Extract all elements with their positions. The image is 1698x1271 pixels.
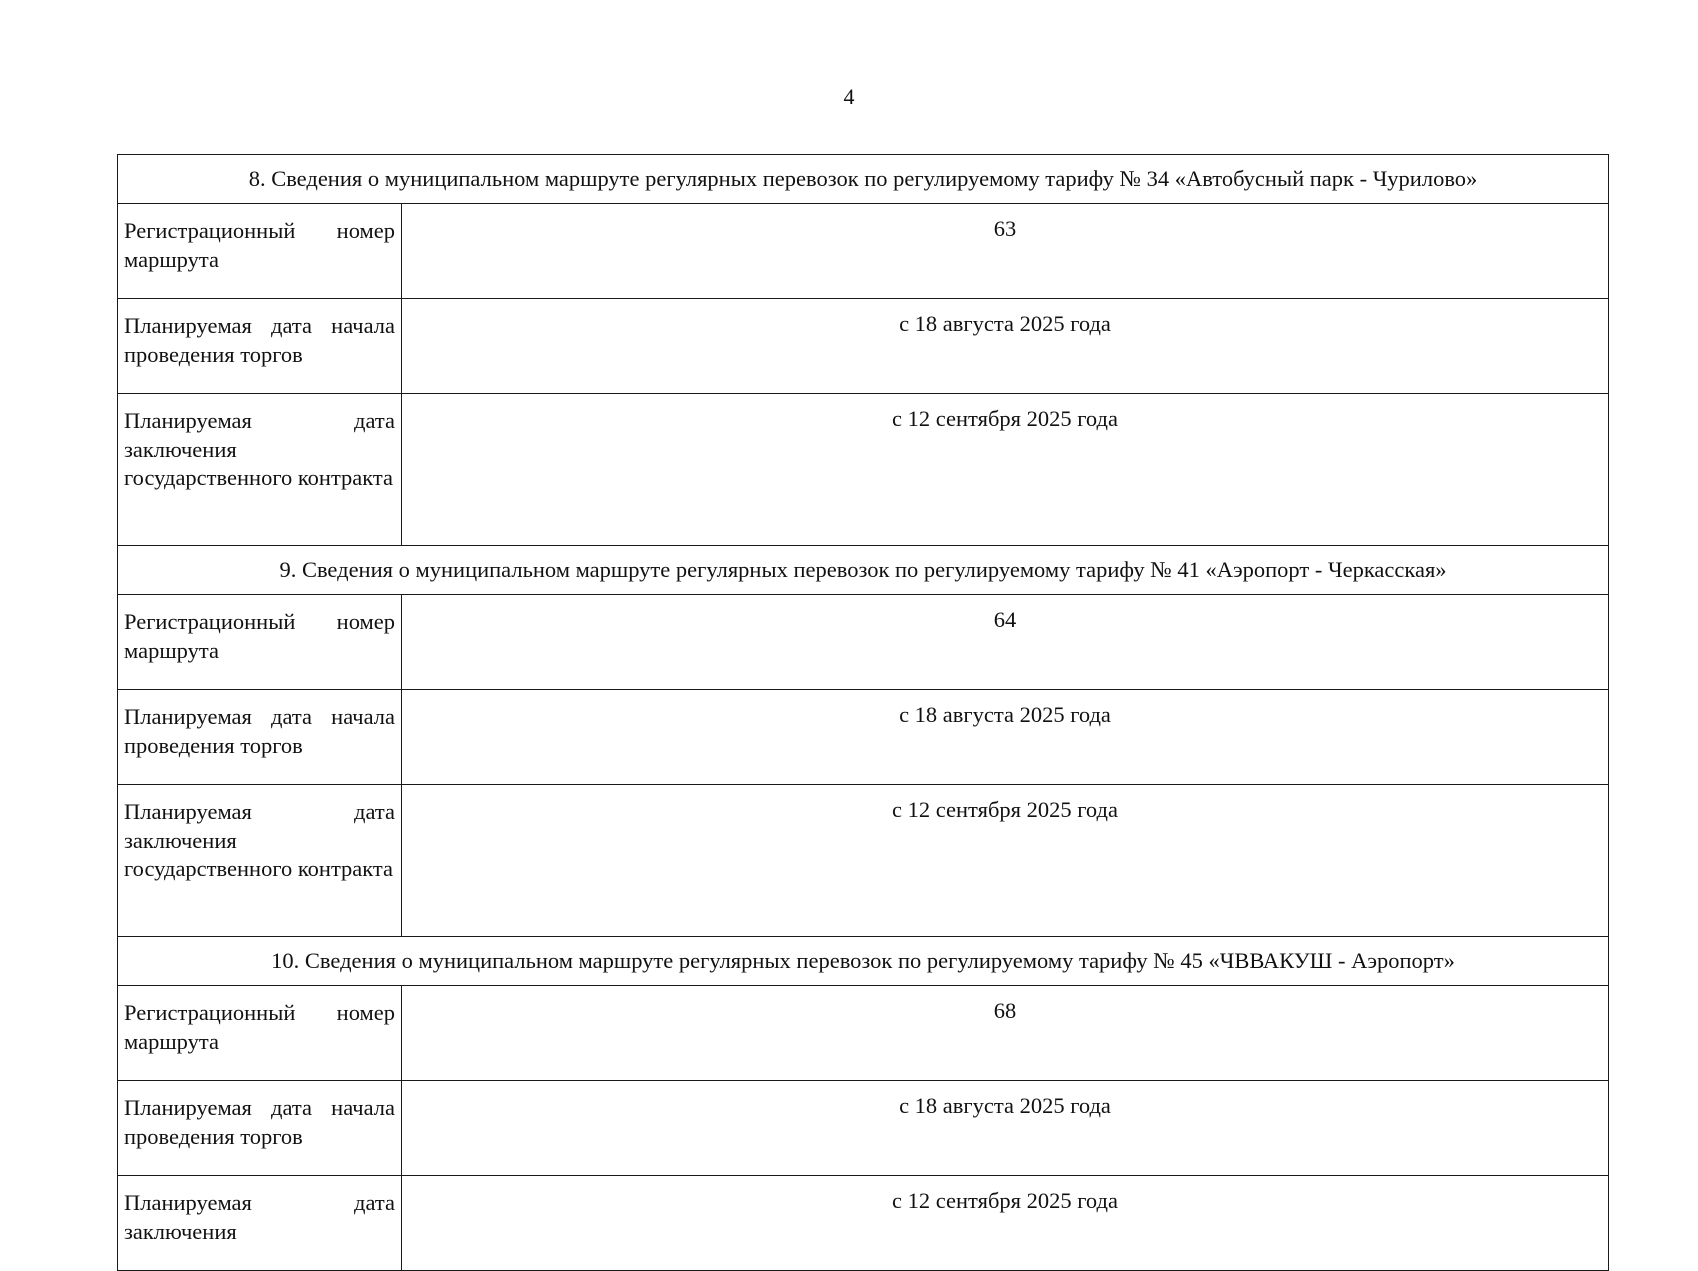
row-label: Регистрационный номер маршрута xyxy=(118,204,402,299)
row-value: с 18 августа 2025 года xyxy=(402,690,1609,785)
section-header-row xyxy=(118,546,1609,595)
table-row xyxy=(118,595,1609,690)
row-value: с 18 августа 2025 года xyxy=(402,299,1609,394)
row-label: Планируемая дата начала проведения торгов xyxy=(118,690,402,785)
table-row xyxy=(118,1176,1609,1271)
row-label: Планируемая дата начала проведения торгов xyxy=(118,299,402,394)
table-row xyxy=(118,785,1609,937)
section-title: 8. Сведения о муниципальном маршруте регулярных перевозок по регулируемому тарифу № 34 «Автобусный парк - Чурилово» xyxy=(118,155,1609,204)
row-label: Регистрационный номер маршрута xyxy=(118,595,402,690)
row-label: Планируемая дата заключения государственного контракта xyxy=(118,785,402,937)
table-row xyxy=(118,204,1609,299)
row-label: Планируемая дата заключения государственного контракта xyxy=(118,394,402,546)
row-label: Планируемая дата заключения xyxy=(118,1176,402,1271)
table-row xyxy=(118,690,1609,785)
table-row xyxy=(118,1081,1609,1176)
section-title: 9. Сведения о муниципальном маршруте регулярных перевозок по регулируемому тарифу № 41 «Аэропорт - Черкасская» xyxy=(118,546,1609,595)
row-value: 68 xyxy=(402,986,1609,1081)
route-info-table xyxy=(117,154,1609,1271)
section-title: 10. Сведения о муниципальном маршруте регулярных перевозок по регулируемому тарифу № 45 «ЧВВАКУШ - Аэропорт» xyxy=(118,937,1609,986)
page-number: 4 xyxy=(843,84,855,109)
row-value: с 12 сентября 2025 года xyxy=(402,394,1609,546)
table-row xyxy=(118,299,1609,394)
row-value: с 12 сентября 2025 года xyxy=(402,1176,1609,1271)
table-row xyxy=(118,394,1609,546)
row-label: Планируемая дата начала проведения торгов xyxy=(118,1081,402,1176)
row-value: с 18 августа 2025 года xyxy=(402,1081,1609,1176)
row-label: Регистрационный номер маршрута xyxy=(118,986,402,1081)
section-header-row xyxy=(118,155,1609,204)
row-value: 64 xyxy=(402,595,1609,690)
table-row xyxy=(118,986,1609,1081)
row-value: 63 xyxy=(402,204,1609,299)
section-header-row xyxy=(118,937,1609,986)
row-value: с 12 сентября 2025 года xyxy=(402,785,1609,937)
